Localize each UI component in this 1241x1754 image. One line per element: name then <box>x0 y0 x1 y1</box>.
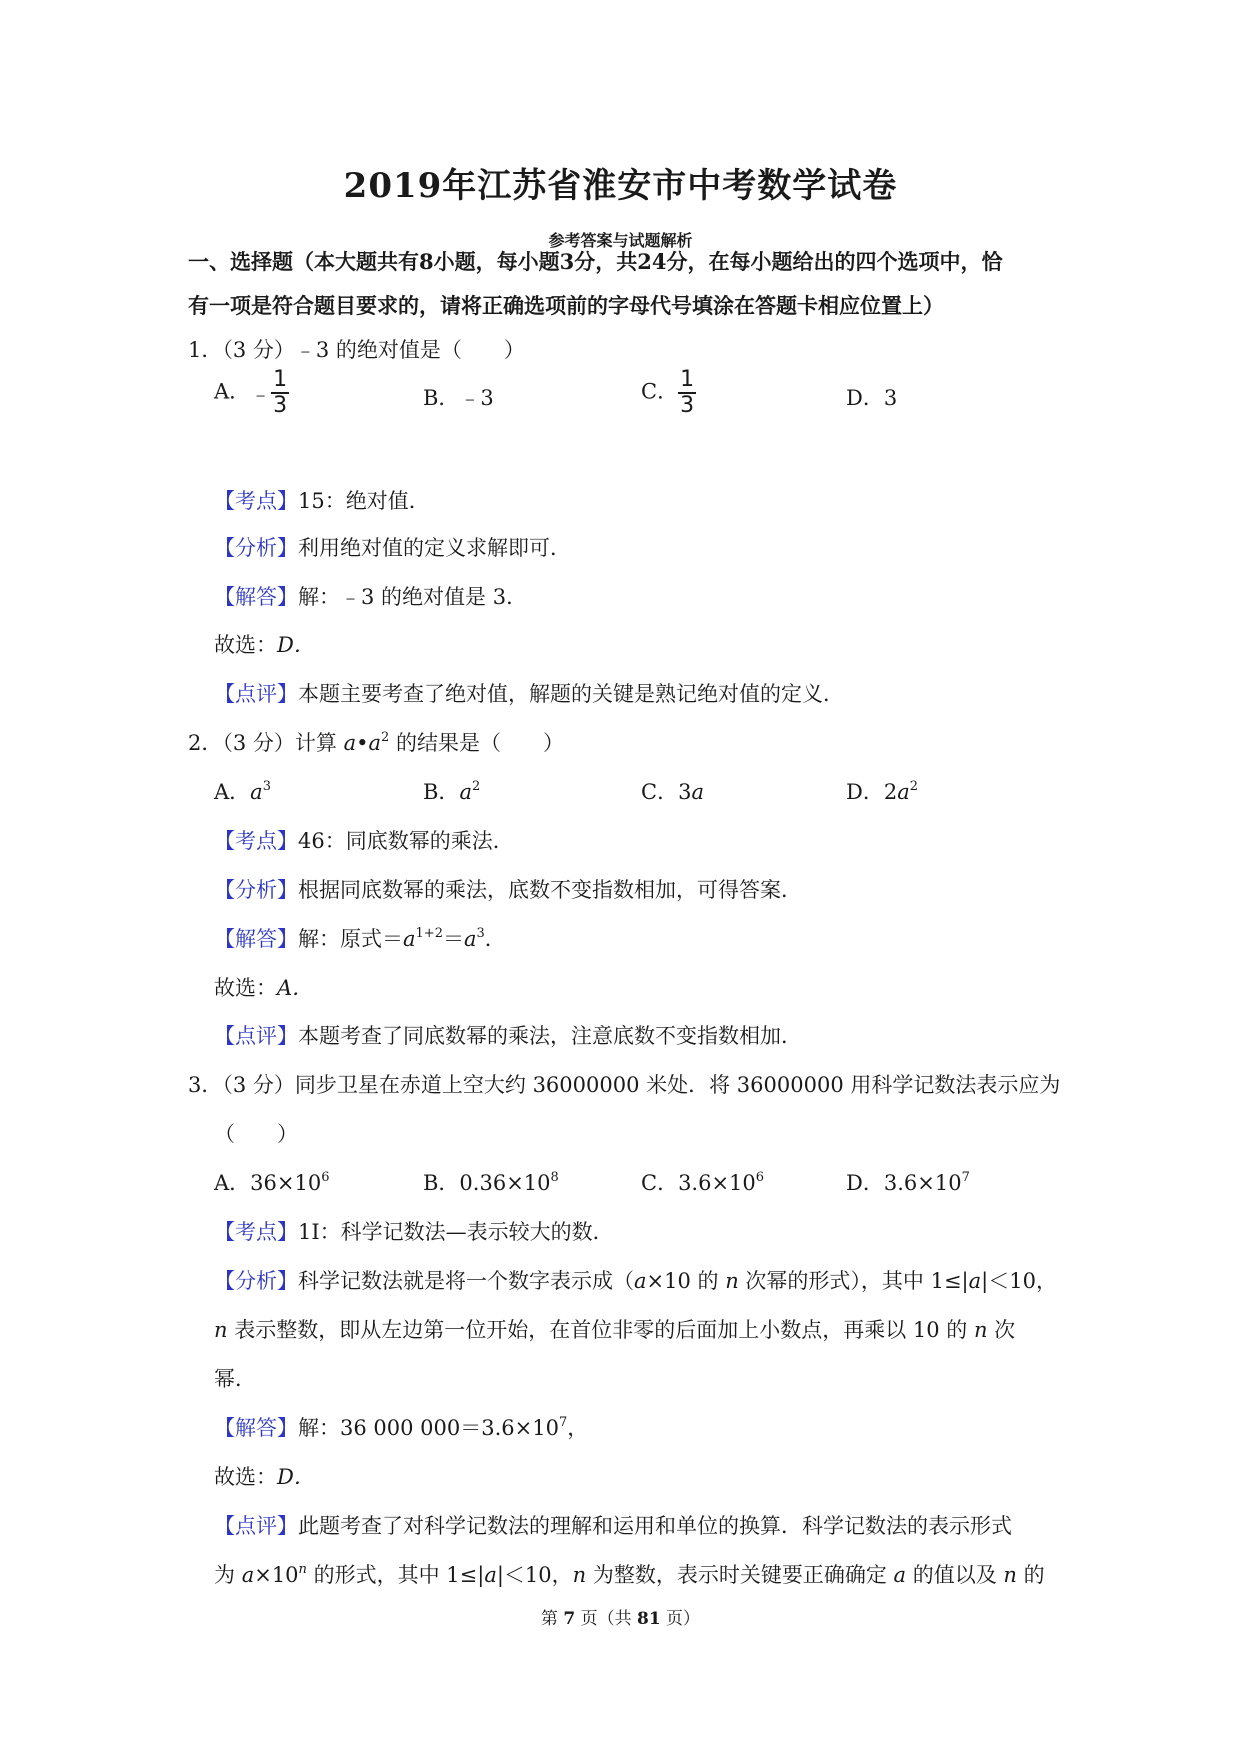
q1-stem: 1．（3 分）﹣3 的绝对值是（ ） <box>188 338 525 362</box>
q3-jieda: 【解答】解：36 000 $000=3.6\times 10^7$， <box>214 1415 589 1440</box>
q2-option-a: A．$a^3$ <box>214 779 271 804</box>
q1-option-b: B．﹣3 <box>423 386 494 410</box>
q2-option-d: D．$2a^2$ <box>846 779 919 804</box>
q1-option-d: D．3 <box>846 386 898 410</box>
page-subtitle: 参考答案与试题解析 <box>548 231 693 250</box>
q2-option-b: B．$a^2$ <box>423 779 481 804</box>
q3-option-b: B．$0.36\times 10^8$ <box>423 1170 559 1195</box>
q1-fenxi: 【分析】利用绝对值的定义求解即可． <box>214 536 571 560</box>
q3-option-c: C．$3.6\times 10^6$ <box>641 1170 765 1195</box>
q1-option-a: A．﹣ $\frac{1}{3}$ <box>214 367 288 418</box>
q3-fenxi-line-2: n 表示整数，即从左边第一位开始，在首位非零的后面加上小数点，再乘以 10 的 n 次 <box>214 1318 1016 1342</box>
page-title: 2019年江苏省淮安市中考数学试卷 <box>343 166 898 206</box>
q1-dianping: 【点评】本题主要考查了绝对值，解题的关键是熟记绝对值的定义． <box>214 682 844 706</box>
q3-kaodian: 【考点】1I：科学记数法—表示较大的数． <box>214 1220 614 1244</box>
q3-stem-line-1: 3．（3 分）同步卫星在赤道上空大约 36000000 米处．将 36000000 用科学记数法表示应为 <box>188 1073 1061 1097</box>
q3-stem-line-2: （ ） <box>214 1122 298 1146</box>
q2-option-c: C．3a <box>641 780 704 804</box>
q3-answer: 故选：D． <box>214 1465 315 1489</box>
q2-kaodian: 【考点】46：同底数幂的乘法． <box>214 829 514 853</box>
q1-jieda: 【解答】解：﹣3 的绝对值是 3． <box>214 585 528 609</box>
q3-fenxi-line-3: 幂． <box>214 1367 256 1391</box>
q3-fenxi-line-1: 【分析】科学记数法就是将一个数字表示成（a×10 的 n 次幂的形式），其中 1≤|a|＜10， <box>214 1269 1057 1293</box>
q3-option-d: D．$3.6\times 10^7$ <box>846 1170 970 1195</box>
q2-fenxi: 【分析】根据同底数幂的乘法，底数不变指数相加，可得答案． <box>214 878 802 902</box>
q3-dianping-line-2: 为 $a\times 10^n$ 的形式，其中 1≤|a|＜10，n 为整数，表示时关键要正确确定 a 的值以及 n 的 <box>214 1562 1045 1587</box>
page-footer: 第 7 页（共 81 页） <box>540 1609 701 1629</box>
q1-answer: 故选：D． <box>214 633 315 657</box>
q2-answer: 故选：A． <box>214 976 314 1000</box>
section-heading-line-2: 有一项是符合题目要求的，请将正确选项前的字母代号填涂在答题卡相应位置上） <box>188 293 944 318</box>
q1-option-c-fraction: $\frac{1}{3}$ <box>680 367 695 418</box>
q3-option-a: A．$36\times 10^6$ <box>214 1170 330 1195</box>
q2-stem: 2．（3 分）计算 $a•a^2$ 的结果是（ ） <box>188 730 564 755</box>
q1-kaodian: 【考点】15：绝对值． <box>214 489 430 513</box>
q3-dianping-line-1: 【点评】此题考查了对科学记数法的理解和运用和单位的换算．科学记数法的表示形式 <box>214 1514 1012 1538</box>
q1-option-a-fraction: $\frac{1}{3}$ <box>273 367 288 418</box>
q1-option-c: C． $\frac{1}{3}$ <box>641 367 695 418</box>
q2-jieda: 【解答】解：原式$=a^{1+2}=a^3$． <box>214 926 506 951</box>
q2-dianping: 【点评】本题考查了同底数幂的乘法，注意底数不变指数相加． <box>214 1024 802 1048</box>
section-heading-line-1: 一、选择题（本大题共有8小题，每小题3分，共24分，在每小题给出的四个选项中，恰 <box>188 249 1003 274</box>
